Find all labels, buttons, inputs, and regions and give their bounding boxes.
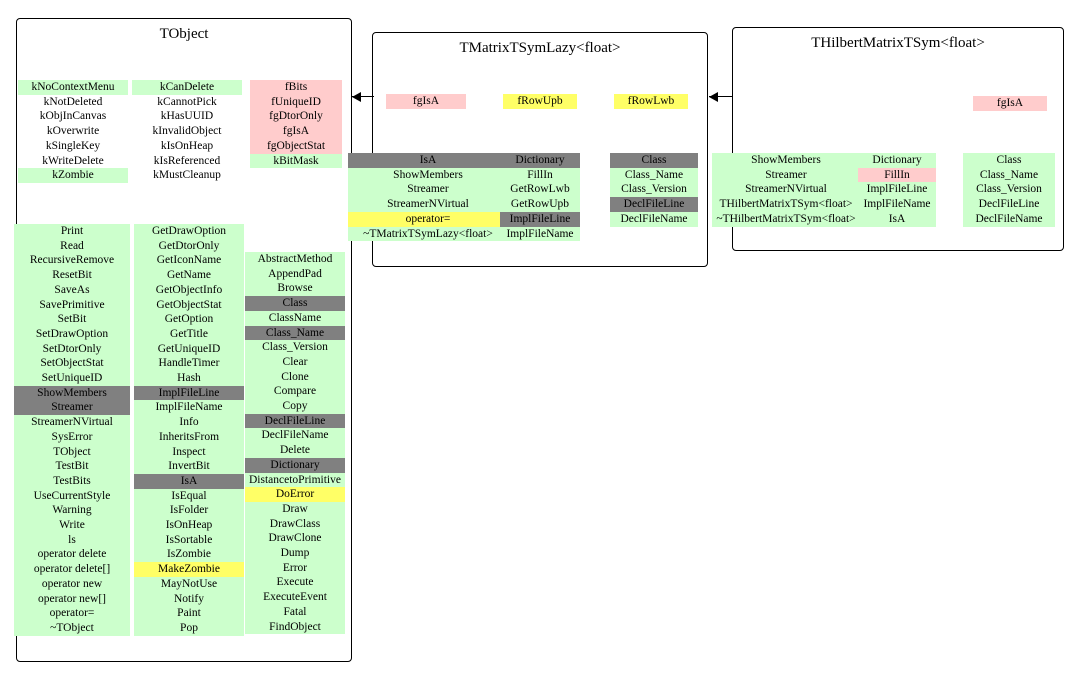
tobject-method-col-2-item[interactable]: Paint bbox=[134, 606, 244, 621]
tmatrixtsymlazy-data-col-2 bbox=[503, 94, 577, 109]
tmatrixtsymlazy-method-col-2-item[interactable]: Dictionary bbox=[500, 153, 580, 168]
tobject-method-col-1-item[interactable]: operator new bbox=[14, 577, 130, 592]
tobject-method-col-2-item[interactable]: HandleTimer bbox=[134, 356, 244, 371]
tobject-method-col-3-item[interactable]: Class bbox=[245, 296, 345, 311]
tobject-method-col-1-item[interactable]: Read bbox=[14, 239, 130, 254]
thilbertmatrixtsym-method-col-2 bbox=[858, 153, 936, 227]
tobject-method-col-1-item[interactable]: SavePrimitive bbox=[14, 298, 130, 313]
tobject-method-col-1-item[interactable]: SaveAs bbox=[14, 283, 130, 298]
tobject-method-col-2-item[interactable]: IsA bbox=[134, 474, 244, 489]
tobject-data-col-1-item[interactable]: kWriteDelete bbox=[42, 154, 104, 167]
tobject-method-col-2-item[interactable]: InheritsFrom bbox=[134, 430, 244, 445]
tobject-method-col-1-item[interactable]: SetObjectStat bbox=[14, 356, 130, 371]
thilbertmatrixtsym-method-col-1-item[interactable]: Streamer bbox=[712, 168, 860, 183]
tobject-method-col-1-item[interactable]: ~TObject bbox=[14, 621, 130, 636]
tmatrixtsymlazy-method-col-1-item[interactable]: IsA bbox=[348, 153, 508, 168]
tmatrixtsymlazy-method-col-1-item[interactable]: operator= bbox=[348, 212, 508, 227]
tmatrixtsymlazy-method-col-1-item[interactable]: StreamerNVirtual bbox=[348, 197, 508, 212]
arrow-tmatrixtsymlazy-to-tobject bbox=[352, 96, 374, 97]
tobject-method-col-2-item[interactable]: IsEqual bbox=[134, 489, 244, 504]
tobject-data-col-2 bbox=[132, 80, 242, 183]
tobject-method-col-2-item[interactable]: GetObjectInfo bbox=[134, 283, 244, 298]
tobject-method-col-1-item[interactable]: ResetBit bbox=[14, 268, 130, 283]
tmatrixtsymlazy-method-col-2-item[interactable]: ImplFileName bbox=[500, 227, 580, 242]
tmatrixtsymlazy-method-col-2-item[interactable]: GetRowUpb bbox=[500, 197, 580, 212]
tobject-method-col-1-item[interactable]: SysError bbox=[14, 430, 130, 445]
tobject-method-col-1-item[interactable]: Print bbox=[14, 224, 130, 239]
class-title-tobject: TObject bbox=[159, 26, 209, 42]
tmatrixtsymlazy-data-col-3-item[interactable]: fRowLwb bbox=[614, 94, 688, 109]
thilbertmatrixtsym-method-col-1-item[interactable]: StreamerNVirtual bbox=[712, 182, 860, 197]
tobject-method-col-3 bbox=[245, 252, 345, 634]
thilbertmatrixtsym-method-col-1-item[interactable]: THilbertMatrixTSym<float> bbox=[712, 197, 860, 212]
tobject-data-col-1-item[interactable]: kNoContextMenu bbox=[18, 80, 128, 95]
tobject-method-col-3-item[interactable]: Compare bbox=[245, 384, 345, 399]
tobject-data-col-3-item[interactable]: fUniqueID bbox=[250, 95, 342, 110]
tobject-data-col-3-item[interactable]: fgIsA bbox=[250, 124, 342, 139]
thilbertmatrixtsym-method-col-1-item[interactable]: ~THilbertMatrixTSym<float> bbox=[712, 212, 860, 227]
tobject-method-col-3-item[interactable]: ExecuteEvent bbox=[245, 590, 345, 605]
tobject-data-col-3-item[interactable]: kBitMask bbox=[250, 154, 342, 169]
tobject-method-col-2-item[interactable]: GetIconName bbox=[134, 253, 244, 268]
tobject-data-col-1-item[interactable]: kSingleKey bbox=[45, 139, 101, 152]
tobject-method-col-2-item[interactable]: MakeZombie bbox=[134, 562, 244, 577]
tobject-method-col-2-item[interactable]: InvertBit bbox=[134, 459, 244, 474]
tobject-data-col-2-item[interactable]: kInvalidObject bbox=[152, 125, 222, 138]
class-title-thilbertmatrixtsym: THilbertMatrixTSym<float> bbox=[811, 35, 985, 51]
tobject-data-col-1-item[interactable]: kOverwrite bbox=[46, 125, 100, 138]
tobject-method-col-2-item[interactable]: GetOption bbox=[134, 312, 244, 327]
thilbertmatrixtsym-method-col-1 bbox=[712, 153, 860, 227]
tmatrixtsymlazy-method-col-2-item[interactable]: FillIn bbox=[500, 168, 580, 183]
tobject-data-col-1-item[interactable]: kObjInCanvas bbox=[39, 110, 107, 123]
thilbertmatrixtsym-data-col-1 bbox=[973, 96, 1047, 111]
tobject-method-col-2-item[interactable]: MayNotUse bbox=[134, 577, 244, 592]
tobject-method-col-2-item[interactable]: IsOnHeap bbox=[134, 518, 244, 533]
tobject-method-col-2-item[interactable]: GetDrawOption bbox=[134, 224, 244, 239]
tobject-method-col-2-item[interactable]: GetObjectStat bbox=[134, 298, 244, 313]
tmatrixtsymlazy-data-col-3 bbox=[614, 94, 688, 109]
tobject-method-col-3-item[interactable]: ClassName bbox=[245, 311, 345, 326]
tobject-method-col-1-item[interactable]: operator delete bbox=[14, 547, 130, 562]
tobject-method-col-2-item[interactable]: Hash bbox=[134, 371, 244, 386]
thilbertmatrixtsym-method-col-1-item[interactable]: ShowMembers bbox=[712, 153, 860, 168]
tobject-method-col-3-item[interactable]: Class_Name bbox=[245, 326, 345, 341]
tobject-method-col-2-item[interactable]: GetTitle bbox=[134, 327, 244, 342]
tobject-method-col-3-item[interactable]: DrawClass bbox=[245, 517, 345, 532]
tobject-method-col-2-item[interactable]: GetName bbox=[134, 268, 244, 283]
tobject-method-col-2-item[interactable]: GetUniqueID bbox=[134, 342, 244, 357]
tmatrixtsymlazy-method-col-3-item[interactable]: Class_Version bbox=[610, 182, 698, 197]
tobject-method-col-3-item[interactable]: Copy bbox=[245, 399, 345, 414]
tobject-method-col-1-item[interactable]: UseCurrentStyle bbox=[14, 489, 130, 504]
tobject-method-col-2-item[interactable]: GetDtorOnly bbox=[134, 239, 244, 254]
tobject-method-col-2-item[interactable]: IsSortable bbox=[134, 533, 244, 548]
tmatrixtsymlazy-method-col-3 bbox=[610, 153, 698, 227]
tobject-method-col-1-item[interactable]: TObject bbox=[14, 445, 130, 460]
tobject-data-col-3-item[interactable]: fBits bbox=[250, 80, 342, 95]
thilbertmatrixtsym-method-col-2-item[interactable]: Dictionary bbox=[858, 153, 936, 168]
thilbertmatrixtsym-method-col-3-item[interactable]: Class bbox=[963, 153, 1055, 168]
tobject-data-col-2-item[interactable]: kHasUUID bbox=[160, 110, 214, 123]
tobject-method-col-1-item[interactable]: Warning bbox=[14, 503, 130, 518]
tobject-method-col-3-item[interactable]: Browse bbox=[245, 281, 345, 296]
tobject-method-col-3-item[interactable]: Fatal bbox=[245, 605, 345, 620]
tobject-method-col-1-item[interactable]: RecursiveRemove bbox=[14, 253, 130, 268]
tmatrixtsymlazy-data-col-1 bbox=[386, 94, 466, 109]
arrow-thilbertmatrixtsym-to-tmatrixtsymlazy bbox=[709, 96, 733, 97]
tobject-method-col-3-item[interactable]: Draw bbox=[245, 502, 345, 517]
tobject-data-col-1-item[interactable]: kNotDeleted bbox=[43, 95, 103, 108]
thilbertmatrixtsym-method-col-3-item[interactable]: DeclFileName bbox=[963, 212, 1055, 227]
tobject-method-col-3-item[interactable]: Delete bbox=[245, 443, 345, 458]
tobject-method-col-1-item[interactable]: ls bbox=[14, 533, 130, 548]
tobject-method-col-3-item[interactable]: Clone bbox=[245, 370, 345, 385]
tobject-method-col-3-item[interactable]: DistancetoPrimitive bbox=[245, 473, 345, 488]
tobject-method-col-2 bbox=[134, 224, 244, 636]
tobject-method-col-1-item[interactable]: SetBit bbox=[14, 312, 130, 327]
tobject-data-col-2-item[interactable]: kIsOnHeap bbox=[160, 139, 214, 152]
tobject-method-col-2-item[interactable]: ImplFileLine bbox=[134, 386, 244, 401]
tmatrixtsymlazy-method-col-1-item[interactable]: Streamer bbox=[348, 182, 508, 197]
tobject-method-col-3-item[interactable]: DeclFileName bbox=[245, 428, 345, 443]
tobject-data-col-2-item[interactable]: kCanDelete bbox=[132, 80, 242, 95]
tobject-method-col-3-item[interactable]: Dictionary bbox=[245, 458, 345, 473]
tmatrixtsymlazy-method-col-1-item[interactable]: ShowMembers bbox=[348, 168, 508, 183]
tobject-method-col-2-item[interactable]: IsFolder bbox=[134, 503, 244, 518]
tobject-method-col-3-item[interactable]: AppendPad bbox=[245, 267, 345, 282]
tobject-method-col-1-item[interactable]: SetUniqueID bbox=[14, 371, 130, 386]
tobject-method-col-1-item[interactable]: operator= bbox=[14, 606, 130, 621]
tobject-method-col-2-item[interactable]: Info bbox=[134, 415, 244, 430]
tobject-method-col-1-item[interactable]: operator delete[] bbox=[14, 562, 130, 577]
tobject-method-col-3-item[interactable]: DoError bbox=[245, 487, 345, 502]
tobject-method-col-1-item[interactable]: ShowMembers bbox=[14, 386, 130, 401]
tobject-method-col-2-item[interactable]: Pop bbox=[134, 621, 244, 636]
tobject-data-col-1 bbox=[18, 80, 128, 183]
tobject-method-col-1-item[interactable]: Streamer bbox=[14, 400, 130, 415]
tmatrixtsymlazy-method-col-1-item[interactable]: ~TMatrixTSymLazy<float> bbox=[348, 227, 508, 242]
tobject-method-col-3-item[interactable]: AbstractMethod bbox=[245, 252, 345, 267]
tobject-method-col-3-item[interactable]: DeclFileLine bbox=[245, 414, 345, 429]
tmatrixtsymlazy-method-col-2 bbox=[500, 153, 580, 241]
tobject-method-col-3-item[interactable]: DrawClone bbox=[245, 531, 345, 546]
tobject-method-col-3-item[interactable]: Clear bbox=[245, 355, 345, 370]
tobject-data-col-3-item[interactable]: fgDtorOnly bbox=[250, 109, 342, 124]
tobject-data-col-3 bbox=[250, 80, 342, 168]
tobject-method-col-1-item[interactable]: Write bbox=[14, 518, 130, 533]
tobject-data-col-2-item[interactable]: kIsReferenced bbox=[153, 154, 221, 167]
tobject-data-col-2-item[interactable]: kCannotPick bbox=[157, 95, 217, 108]
tmatrixtsymlazy-method-col-2-item[interactable]: GetRowLwb bbox=[500, 182, 580, 197]
tobject-method-col-1-item[interactable]: TestBits bbox=[14, 474, 130, 489]
tobject-method-col-2-item[interactable]: ImplFileName bbox=[134, 400, 244, 415]
thilbertmatrixtsym-method-col-3-item[interactable]: Class_Name bbox=[963, 168, 1055, 183]
tobject-method-col-3-item[interactable]: Dump bbox=[245, 546, 345, 561]
thilbertmatrixtsym-method-col-2-item[interactable]: ImplFileName bbox=[858, 197, 936, 212]
tobject-method-col-2-item[interactable]: Inspect bbox=[134, 445, 244, 460]
tobject-method-col-1 bbox=[14, 224, 130, 636]
tobject-method-col-3-item[interactable]: Error bbox=[245, 561, 345, 576]
class-title-tmatrixtsymlazy: TMatrixTSymLazy<float> bbox=[459, 40, 621, 56]
tobject-method-col-1-item[interactable]: TestBit bbox=[14, 459, 130, 474]
tobject-method-col-3-item[interactable]: Execute bbox=[245, 575, 345, 590]
tobject-data-col-1-item[interactable]: kZombie bbox=[18, 168, 128, 183]
tobject-method-col-3-item[interactable]: FindObject bbox=[245, 620, 345, 635]
tobject-method-col-1-item[interactable]: operator new[] bbox=[14, 592, 130, 607]
tmatrixtsymlazy-method-col-1 bbox=[348, 153, 508, 241]
tmatrixtsymlazy-data-col-2-item[interactable]: fRowUpb bbox=[503, 94, 577, 109]
tmatrixtsymlazy-method-col-3-item[interactable]: DeclFileName bbox=[610, 212, 698, 227]
tobject-method-col-2-item[interactable]: Notify bbox=[134, 592, 244, 607]
tobject-data-col-2-item[interactable]: kMustCleanup bbox=[153, 169, 221, 182]
thilbertmatrixtsym-method-col-2-item[interactable]: FillIn bbox=[858, 168, 936, 183]
thilbertmatrixtsym-method-col-3-item[interactable]: DeclFileLine bbox=[963, 197, 1055, 212]
tobject-method-col-2-item[interactable]: IsZombie bbox=[134, 547, 244, 562]
tmatrixtsymlazy-data-col-1-item[interactable]: fgIsA bbox=[386, 94, 466, 109]
tmatrixtsymlazy-method-col-3-item[interactable]: DeclFileLine bbox=[610, 197, 698, 212]
thilbertmatrixtsym-data-col-1-item[interactable]: fgIsA bbox=[973, 96, 1047, 111]
tmatrixtsymlazy-method-col-3-item[interactable]: Class bbox=[610, 153, 698, 168]
thilbertmatrixtsym-method-col-3 bbox=[963, 153, 1055, 227]
thilbertmatrixtsym-method-col-3-item[interactable]: Class_Version bbox=[963, 182, 1055, 197]
thilbertmatrixtsym-method-col-2-item[interactable]: ImplFileLine bbox=[858, 182, 936, 197]
tobject-data-col-3-item[interactable]: fgObjectStat bbox=[250, 139, 342, 154]
tobject-method-col-1-item[interactable]: SetDtorOnly bbox=[14, 342, 130, 357]
tobject-method-col-3-item[interactable]: Class_Version bbox=[245, 340, 345, 355]
thilbertmatrixtsym-method-col-2-item[interactable]: IsA bbox=[858, 212, 936, 227]
tmatrixtsymlazy-method-col-3-item[interactable]: Class_Name bbox=[610, 168, 698, 183]
tmatrixtsymlazy-method-col-2-item[interactable]: ImplFileLine bbox=[500, 212, 580, 227]
tobject-method-col-1-item[interactable]: StreamerNVirtual bbox=[14, 415, 130, 430]
tobject-method-col-1-item[interactable]: SetDrawOption bbox=[14, 327, 130, 342]
